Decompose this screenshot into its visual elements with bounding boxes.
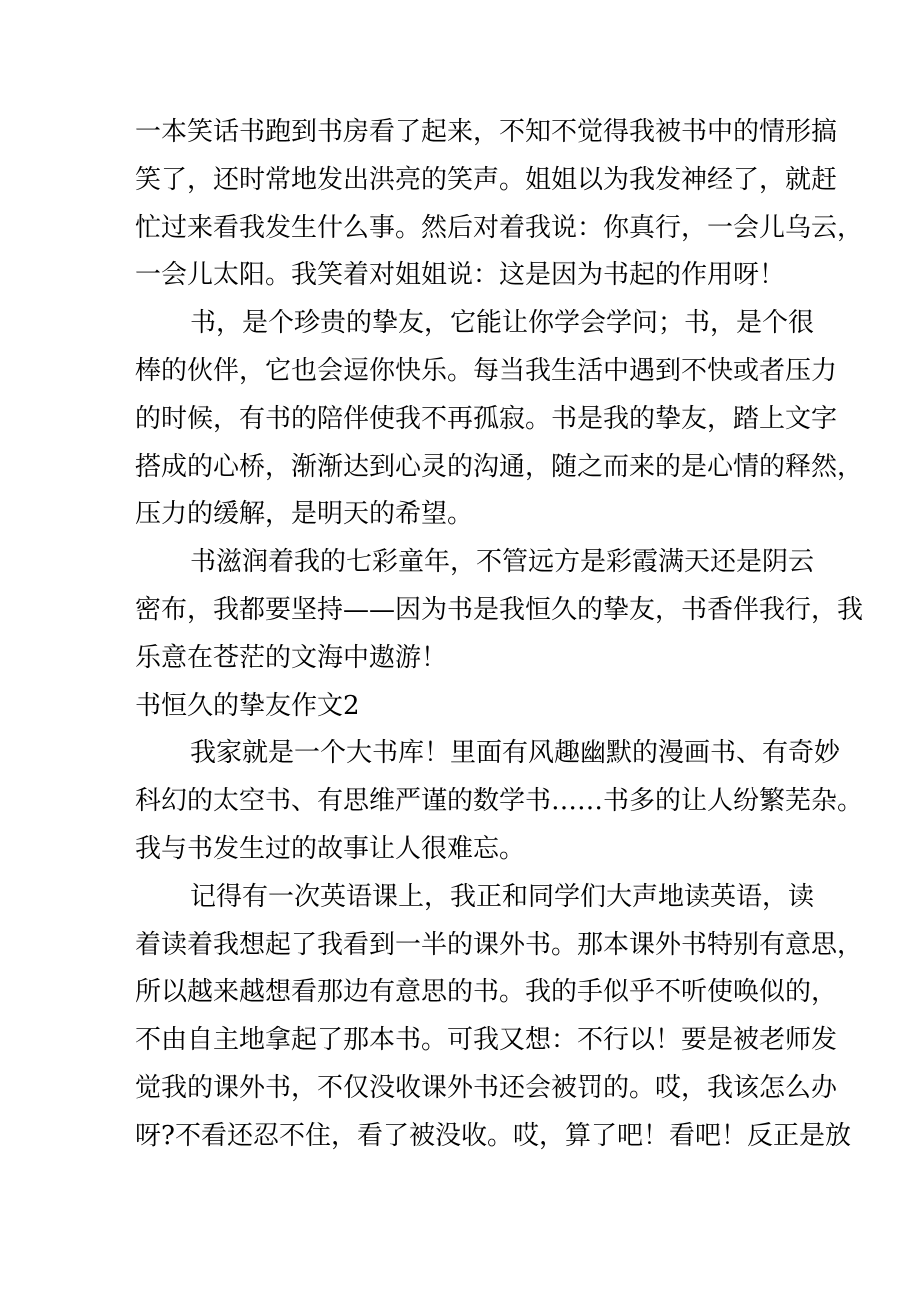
text-line: 压力的缓解，是明天的希望。 — [135, 499, 474, 530]
section-heading: 书恒久的挚友作文2 — [135, 690, 360, 721]
text-line: 一本笑话书跑到书房看了起来，不知不觉得我被书中的情形搞 — [135, 117, 838, 147]
text-line: 我家就是一个大书库！里面有风趣幽默的漫画书、有奇妙 — [190, 738, 841, 769]
paragraph — [135, 300, 864, 539]
paragraph — [135, 539, 864, 682]
text-line: 棒的伙伴，它也会逗你快乐。每当我生活中遇到不快或者压力 — [135, 355, 838, 386]
text-line: 记得有一次英语课上，我正和同学们大声地读英语，读 — [190, 881, 815, 912]
text-line: 乐意在苍茫的文海中遨游！ — [135, 642, 448, 673]
text-line: 搭成的心桥，渐渐达到心灵的沟通，随之而来的是心情的释然， — [135, 451, 864, 482]
text-line: 笑了，还时常地发出洪亮的笑声。姐姐以为我发神经了，就赶 — [135, 164, 838, 195]
text-line: 书，是个珍贵的挚友，它能让你学会学问；书，是个很 — [190, 308, 815, 339]
text-line: 着读着我想起了我看到一半的课外书。那本课外书特别有意思， — [135, 929, 864, 960]
text-line: 书滋润着我的七彩童年，不管远方是彩霞满天还是阴云 — [190, 547, 815, 578]
text-line: 忙过来看我发生什么事。然后对着我说：你真行，一会儿乌云， — [135, 212, 864, 243]
text-line: 密布，我都要坚持——因为书是我恒久的挚友，书香伴我行，我 — [135, 594, 864, 625]
text-line: 呀?不看还忍不住，看了被没收。哎，算了吧！看吧！反正是放 — [135, 1120, 851, 1151]
paragraph — [135, 874, 864, 1161]
text-line: 不由自主地拿起了那本书。可我又想：不行以！要是被老师发 — [135, 1025, 838, 1056]
text-line: 一会儿太阳。我笑着对姐姐说：这是因为书起的作用呀！ — [135, 260, 786, 291]
text-line: 所以越来越想看那边有意思的书。我的手似乎不听使唤似的， — [135, 977, 838, 1008]
essay-text — [135, 109, 864, 1161]
text-line: 觉我的课外书，不仅没收课外书还会被罚的。哎，我该怎么办 — [135, 1072, 838, 1103]
text-line: 的时候，有书的陪伴使我不再孤寂。书是我的挚友，踏上文字 — [135, 403, 838, 434]
paragraph — [135, 730, 864, 873]
paragraph — [135, 109, 864, 300]
text-line: 我与书发生过的故事让人很难忘。 — [135, 833, 526, 864]
text-line: 科幻的太空书、有思维严谨的数学书……书多的让人纷繁芜杂。 — [135, 786, 864, 817]
